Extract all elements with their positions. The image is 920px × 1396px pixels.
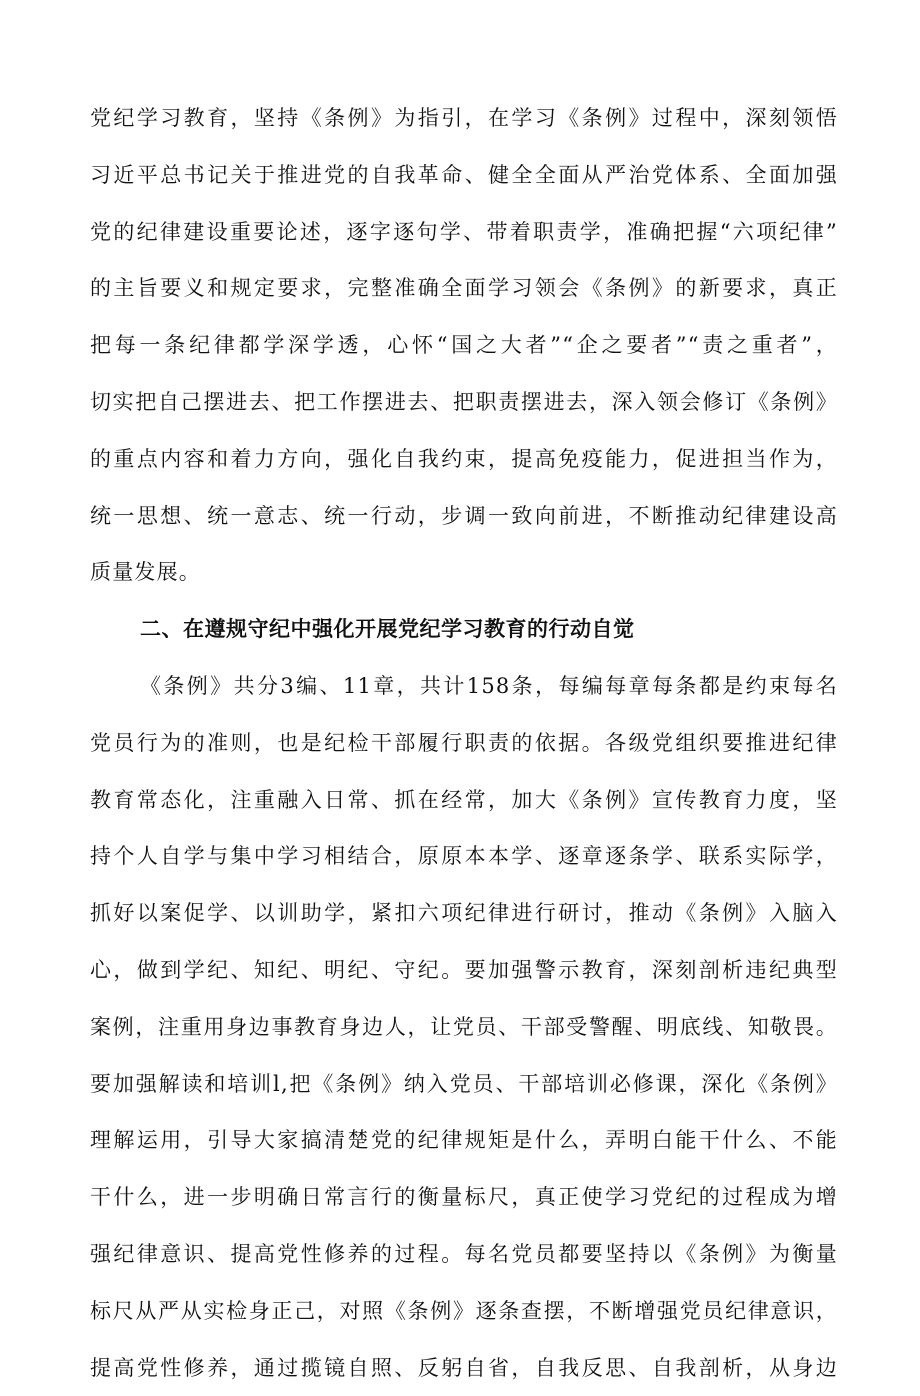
text-line: 习近平总书记关于推进党的自我革命、健全全面从严治党体系、全面加强 [90, 162, 838, 187]
text-line: 统一思想、统一意志、统一行动，步调一致向前进，不断推动纪律建设高 [90, 503, 838, 528]
text-line: 把每一条纪律都学深学透，心怀“国之大者”“企之要者”“责之重者”， [90, 333, 838, 358]
text-line: 质量发展。 [90, 560, 201, 585]
text-line: 干什么，进一步明确日常言行的衡量标尺，真正使学习党纪的过程成为增 [90, 1185, 838, 1210]
section-heading: 二、在遵规守纪中强化开展党纪学习教育的行动自觉 [140, 617, 635, 642]
paragraph-continuation [90, 90, 838, 601]
text-line: 持个人自学与集中学习相结合，原原本本学、逐章逐条学、联系实际学， [90, 844, 838, 869]
text-line: 强纪律意识、提高党性修养的过程。每名党员都要坚持以《条例》为衡量 [90, 1241, 838, 1266]
text-line: 教育常态化，注重融入日常、抓在经常，加大《条例》宣传教育力度，坚 [90, 787, 838, 812]
text-line: 理解运用，引导大家搞清楚党的纪律规矩是什么，弄明白能干什么、不能 [90, 1128, 838, 1153]
text-line: 抓好以案促学、以训助学，紧扣六项纪律进行研讨，推动《条例》入脑入 [90, 901, 838, 926]
text-line: 提高党性修养，通过揽镜自照、反躬自省，自我反思、自我剖析，从身边 [90, 1355, 838, 1380]
text-line: 案例，注重用身边事教育身边人，让党员、干部受警醒、明底线、知敬畏。 [90, 1014, 838, 1039]
text-line: 切实把自己摆进去、把工作摆进去、把职责摆进去，深入领会修订《条例》 [90, 389, 838, 414]
text-line: 党的纪律建设重要论述，逐字逐句学、带着职责学，准确把握“六项纪律” [90, 219, 838, 244]
document-body [90, 90, 838, 1396]
text-line: 心，做到学纪、知纪、明纪、守纪。要加强警示教育，深刻剖析违纪典型 [90, 957, 838, 982]
text-line: 要加强解读和培训l,把《条例》纳入党员、干部培训必修课，深化《条例》 [90, 1071, 838, 1096]
text-line: 党员行为的准则，也是纪检干部履行职责的依据。各级党组织要推进纪律 [90, 730, 838, 755]
text-line: 党纪学习教育，坚持《条例》为指引，在学习《条例》过程中，深刻领悟 [90, 106, 838, 130]
section-paragraph [90, 658, 838, 1396]
text-line: 标尺从严从实检身正己，对照《条例》逐条查摆，不断增强党员纪律意识， [90, 1298, 838, 1323]
text-line: 的重点内容和着力方向，强化自我约束，提高免疫能力，促进担当作为， [90, 446, 838, 471]
text-line: 《条例》共分3编、11章，共计158条，每编每章每条都是约束每名 [140, 673, 838, 698]
text-line: 的主旨要义和规定要求，完整准确全面学习领会《条例》的新要求，真正 [90, 276, 838, 301]
